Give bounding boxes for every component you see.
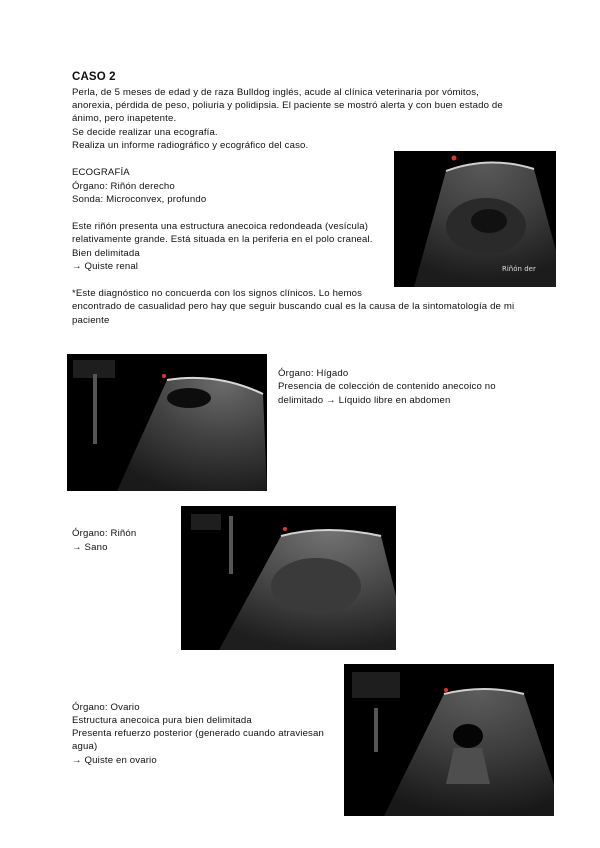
ovary-line: Estructura anecoica pura bien delimitada <box>72 715 252 726</box>
eco-note-line: paciente <box>72 315 110 326</box>
ovary-diagnosis: → Quiste en ovario <box>72 755 157 766</box>
eco-probe: Sonda: Microconvex, profundo <box>72 194 207 205</box>
eco-heading: ECOGRAFÍA <box>72 167 130 178</box>
kidney-line: Órgano: Riñón <box>72 528 137 539</box>
eco-organ: Órgano: Riñón derecho <box>72 181 175 192</box>
liver-line: Órgano: Hígado <box>278 368 349 379</box>
ultrasound-image-right-kidney <box>394 151 556 287</box>
intro-line: Realiza un informe radiográfico y ecográfico del caso. <box>72 140 309 151</box>
intro-line: Se decide realizar una ecografía. <box>72 127 218 138</box>
intro-line: Perla, de 5 meses de edad y de raza Bulldog inglés, acude al clínica veterinaria por vómitos, <box>72 87 479 98</box>
ultrasound-image-liver <box>67 354 267 491</box>
ovary-line: Órgano: Ovario <box>72 702 140 713</box>
case-title: CASO 2 <box>72 71 116 83</box>
ultrasound-label: Riñón der <box>502 265 536 273</box>
liver-diagnosis: delimitado → Líquido libre en abdomen <box>278 395 451 406</box>
ovary-line: Presenta refuerzo posterior (generado cuando atraviesan <box>72 728 324 739</box>
eco-description-line: Este riñón presenta una estructura anecoica redondeada (vesícula) <box>72 221 369 232</box>
intro-line: anorexia, pérdida de peso, poliuria y polidipsia. El paciente se mostró alerta y con buen estado de <box>72 100 503 111</box>
ultrasound-image-ovary <box>344 664 554 816</box>
eco-description-line: Bien delimitada <box>72 248 140 259</box>
intro-line: ánimo, pero inapetente. <box>72 113 177 124</box>
eco-note-line: encontrado de casualidad pero hay que seguir buscando cual es la causa de la sintomatología de mi <box>72 301 515 312</box>
eco-note-line: *Este diagnóstico no concuerda con los signos clínicos. Lo hemos <box>72 288 363 299</box>
ovary-line: agua) <box>72 741 98 752</box>
kidney-diagnosis: → Sano <box>72 542 108 553</box>
eco-description-line: relativamente grande. Está situada en la periferia en el polo craneal. <box>72 234 373 245</box>
ultrasound-image-kidney <box>181 506 396 650</box>
eco-diagnosis: → Quiste renal <box>72 261 139 272</box>
liver-line: Presencia de colección de contenido anecoico no <box>278 381 496 392</box>
